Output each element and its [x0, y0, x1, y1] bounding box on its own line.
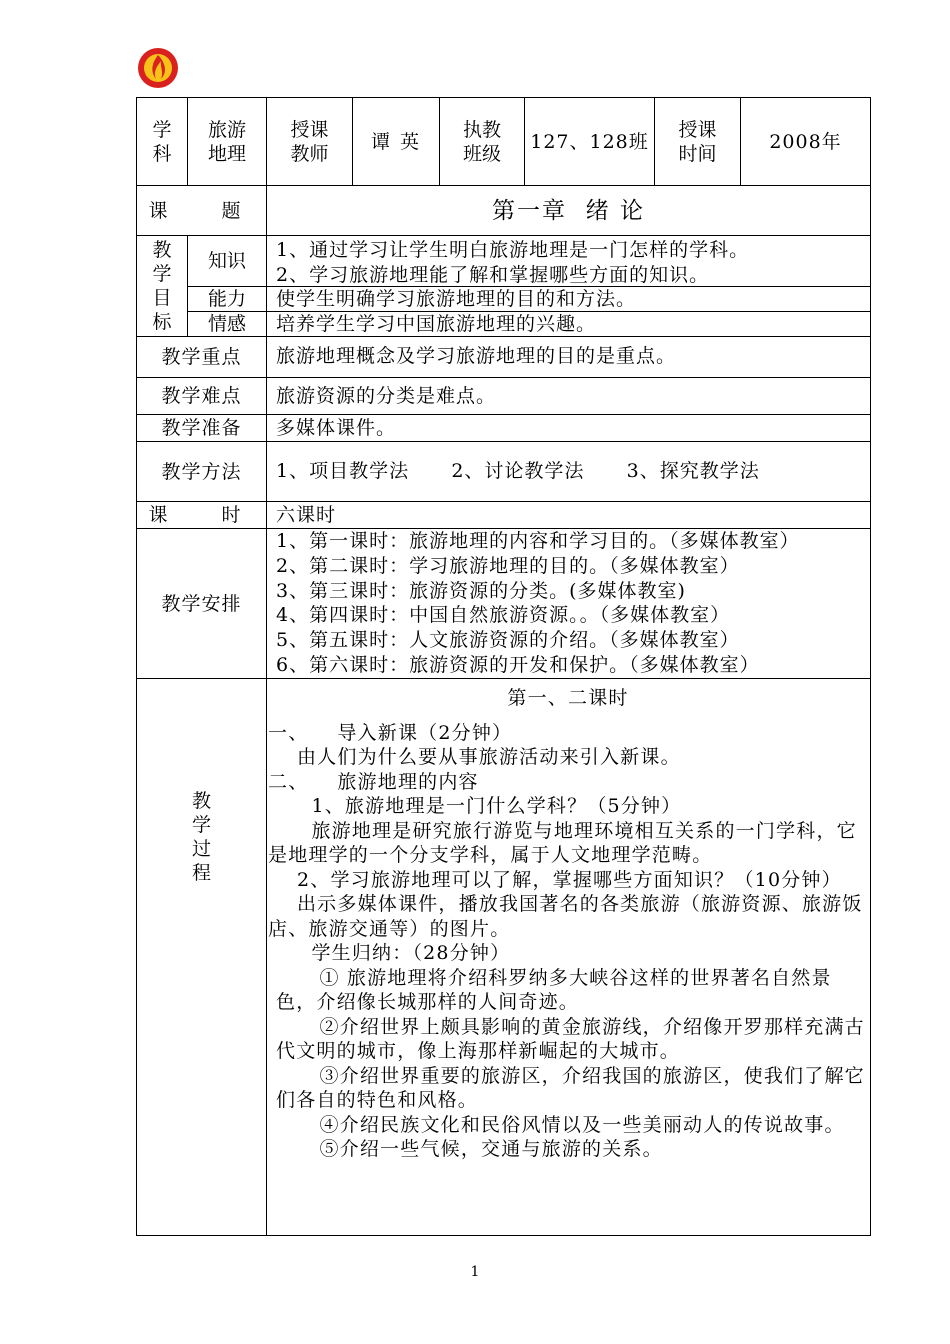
hours-value: 六课时: [266, 501, 871, 529]
methods-label: 教学方法: [136, 441, 267, 502]
preparation-value: 多媒体课件。: [266, 414, 871, 442]
arrangement-label: 教学安排: [136, 528, 267, 679]
subject-label: 学科: [136, 97, 188, 186]
process-paragraph: 一、 导入新课（2分钟）: [268, 721, 513, 744]
process-paragraph: 旅游地理是研究旅行游览与地理环境相互关系的一门学科，它是地理学的一个分支学科，属于人文地理学范畴。: [268, 819, 857, 866]
difficulties-label: 教学难点: [136, 377, 267, 415]
process-title: 第一、二课时: [507, 687, 629, 709]
emotion-label: 情感: [187, 311, 267, 337]
hours-label: 课 时: [136, 501, 267, 529]
key-points-value: 旅游地理概念及学习旅游地理的目的是重点。: [266, 336, 871, 378]
arrangement-item: 6、第六课时：旅游资源的开发和保护。（多媒体教室）: [276, 653, 760, 676]
process-paragraph: 由人们为什么要从事旅游活动来引入新课。: [268, 746, 681, 768]
process-label: 教学过程: [191, 790, 211, 884]
process-paragraph: 出示多媒体课件，播放我国著名的各类旅游（旅游资源、旅游饭店、旅游交通等）的图片。: [268, 893, 863, 940]
subject-value: 旅游地理: [187, 97, 267, 186]
preparation-label: 教学准备: [136, 414, 267, 442]
school-logo-icon: [137, 47, 179, 89]
key-points-label: 教学重点: [136, 336, 267, 378]
arrangement-item: 1、第一课时：旅游地理的内容和学习目的。（多媒体教室）: [276, 530, 800, 552]
process-paragraph: ④介绍民族文化和民俗风情以及一些美丽动人的传说故事。: [276, 1113, 845, 1136]
arrangement-list: [266, 528, 871, 679]
teacher-label: 授课教师: [266, 97, 353, 186]
topic-label: 课 题: [136, 185, 267, 236]
knowledge-line: 2、学习旅游地理能了解和掌握哪些方面的知识。: [276, 263, 710, 286]
difficulties-value: 旅游资源的分类是难点。: [266, 377, 871, 415]
process-paragraph: 学生归纳：（28分钟）: [268, 942, 511, 964]
objectives-label: 教学目标: [136, 235, 188, 337]
time-label: 授课时间: [654, 97, 741, 186]
page-number: 1: [470, 1264, 480, 1280]
knowledge-line: 1、通过学习让学生明白旅游地理是一门怎样的学科。: [276, 239, 750, 261]
methods-value: 1、项目教学法 2、讨论教学法 3、探究教学法: [266, 441, 871, 502]
knowledge-label: 知识: [187, 235, 267, 287]
topic-value: 第一章 绪 论: [266, 185, 871, 236]
process-label-cell: [136, 678, 267, 1236]
ability-label: 能力: [187, 286, 267, 312]
process-paragraph: 二、 旅游地理的内容: [268, 770, 479, 793]
class-value: 127、128班: [524, 97, 655, 186]
ability-value: 使学生明确学习旅游地理的目的和方法。: [266, 286, 871, 312]
process-paragraph: ③介绍世界重要的旅游区，介绍我国的旅游区，使我们了解它们各自的特色和风格。: [276, 1064, 865, 1111]
process-paragraph: ⑤介绍一些气候，交通与旅游的关系。: [276, 1138, 663, 1160]
time-value: 2008年: [740, 97, 871, 186]
process-paragraph: ②介绍世界上颇具影响的黄金旅游线，介绍像开罗那样充满古代文明的城市，像上海那样新崛起的大城市。: [276, 1015, 865, 1062]
teacher-value: 谭 英: [352, 97, 440, 186]
process-paragraph: ① 旅游地理将介绍科罗纳多大峡谷这样的世界著名自然景色，介绍像长城那样的人间奇迹。: [276, 966, 832, 1013]
arrangement-item: 5、第五课时：人文旅游资源的介绍。（多媒体教室）: [276, 629, 740, 652]
process-paragraph: 1、旅游地理是一门什么学科？（5分钟）: [268, 795, 682, 817]
emotion-value: 培养学生学习中国旅游地理的兴趣。: [266, 311, 871, 337]
class-label: 执教班级: [439, 97, 525, 186]
arrangement-item: 2、第二课时：学习旅游地理的目的。（多媒体教室）: [276, 554, 740, 577]
process-content: [268, 686, 868, 1162]
arrangement-item: 3、第三课时：旅游资源的分类。(多媒体教室): [276, 579, 686, 602]
arrangement-item: 4、第四课时：中国自然旅游资源。。（多媒体教室）: [276, 604, 731, 627]
knowledge-content: [266, 235, 871, 287]
process-paragraph: 2、学习旅游地理可以了解，掌握哪些方面知识？（10分钟）: [268, 868, 842, 891]
